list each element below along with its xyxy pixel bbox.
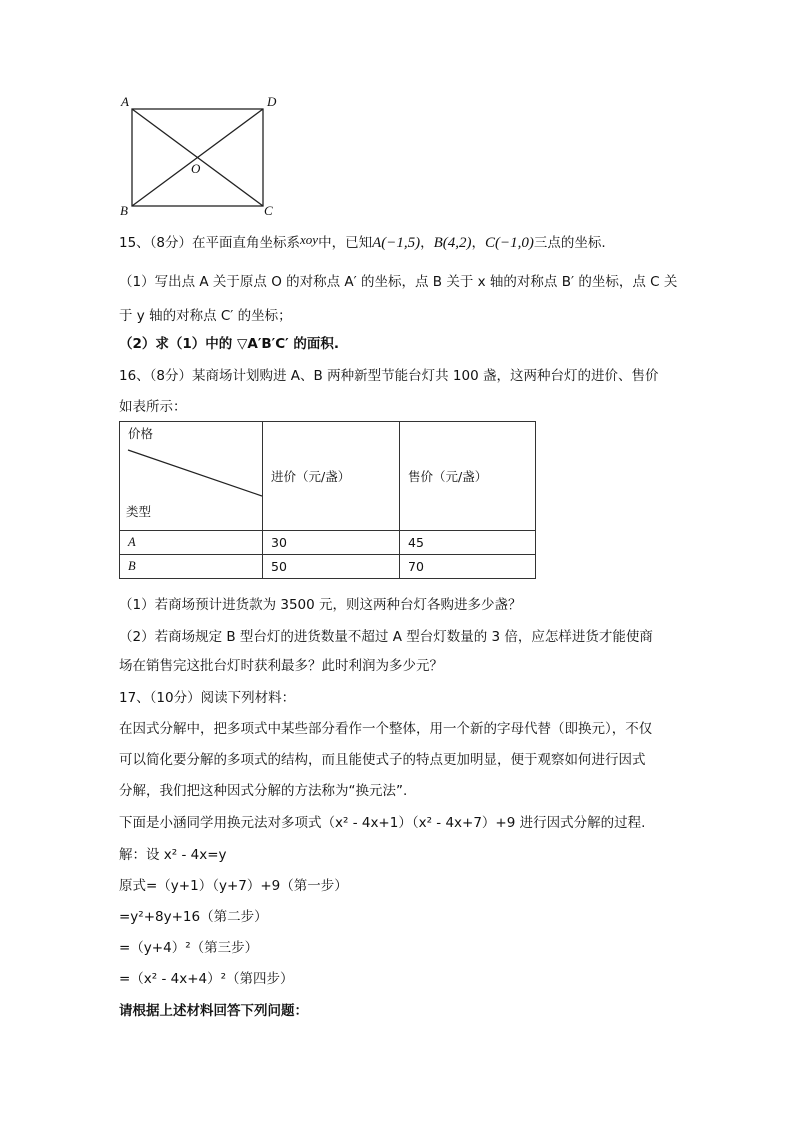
row-a-price: 45 bbox=[400, 531, 536, 555]
q15-text2: 中，已知 bbox=[318, 235, 373, 251]
table-header-row bbox=[120, 422, 536, 531]
header-cost bbox=[263, 422, 400, 531]
q17-para-line3: 分解，我们把这种因式分解的方法称为“换元法”. bbox=[119, 783, 408, 799]
q15-sep2: ， bbox=[471, 235, 486, 251]
corner-top-label: 价格 bbox=[128, 426, 154, 441]
q15-sep1: ， bbox=[420, 235, 434, 251]
label-O: O bbox=[191, 161, 201, 176]
q17-title: 17、（10分）阅读下列材料： bbox=[119, 690, 296, 706]
q15-text3: 三点的坐标. bbox=[533, 235, 606, 251]
corner-bottom-label: 类型 bbox=[126, 504, 152, 519]
price-table bbox=[119, 421, 536, 579]
q15-xoy: xoy bbox=[300, 232, 319, 247]
q15-text1: 在平面直角坐标系 bbox=[192, 235, 301, 251]
q17-step3: =（y+4）²（第三步） bbox=[119, 940, 259, 956]
q15-score: （8分） bbox=[149, 235, 193, 251]
row-b-type: B bbox=[120, 555, 263, 579]
q16-part1: （1）若商场预计进货款为 3500 元，则这两种台灯各购进多少盏？ bbox=[119, 597, 522, 613]
q15-part2: （2）求（1）中的 ▽A′B′C′ 的面积. bbox=[119, 336, 340, 352]
label-D: D bbox=[267, 94, 277, 109]
row-b-price: 70 bbox=[400, 555, 536, 579]
q15-pointC: C(−1,0) bbox=[485, 235, 534, 251]
q15-pointB: B(4,2) bbox=[433, 235, 472, 251]
header-price-label: 售价（元/盏） bbox=[408, 469, 488, 484]
table-row bbox=[120, 531, 536, 555]
label-B: B bbox=[120, 203, 128, 218]
q17-para-line1: 在因式分解中，把多项式中某些部分看作一个整体，用一个新的字母代替（即换元），不仅 bbox=[119, 721, 653, 737]
label-C: C bbox=[264, 203, 273, 218]
q15-part1-line2: 于 y 轴的对称点 C′ 的坐标； bbox=[119, 308, 292, 324]
q15-line bbox=[119, 231, 606, 252]
q16-line1: 16、（8分）某商场计划购进 A、B 两种新型节能台灯共 100 盏，这两种台灯的进价、售价 bbox=[119, 368, 659, 384]
q17-intro: 下面是小涵同学用换元法对多项式（x² - 4x+1）（x² - 4x+7）+9 进行因式分解的过程. bbox=[119, 815, 646, 831]
q17-ask: 请根据上述材料回答下列问题： bbox=[119, 1003, 308, 1019]
q17-step0: 解：设 x² - 4x=y bbox=[119, 847, 227, 863]
row-b-cost: 50 bbox=[263, 555, 400, 579]
q15-part1-line1: （1）写出点 A 关于原点 O 的对称点 A′ 的坐标，点 B 关于 x 轴的对称点 B′ 的坐标，点 C 关 bbox=[119, 274, 678, 290]
q16-part2-line1: （2）若商场规定 B 型台灯的进货数量不超过 A 型台灯数量的 3 倍，应怎样进货才能使商 bbox=[119, 629, 653, 645]
header-price bbox=[400, 422, 536, 531]
q17-para-line2: 可以简化要分解的多项式的结构，而且能使式子的特点更加明显，便于观察如何进行因式 bbox=[119, 752, 646, 768]
q16-line2: 如表所示： bbox=[119, 399, 187, 415]
table-corner-cell bbox=[120, 422, 263, 531]
label-A: A bbox=[121, 94, 129, 109]
header-cost-label: 进价（元/盏） bbox=[271, 469, 351, 484]
q15-number: 15、 bbox=[119, 235, 150, 251]
q17-step1: 原式=（y+1）（y+7）+9（第一步） bbox=[119, 878, 348, 894]
table-row bbox=[120, 555, 536, 579]
q17-step4: =（x² - 4x+4）²（第四步） bbox=[119, 971, 294, 987]
q15-pointA: A(−1,5) bbox=[372, 235, 421, 251]
row-a-cost: 30 bbox=[263, 531, 400, 555]
row-a-type: A bbox=[120, 531, 263, 555]
q17-step2: =y²+8y+16（第二步） bbox=[119, 909, 268, 925]
q16-part2-line2: 场在销售完这批台灯时获利最多？此时利润为多少元？ bbox=[119, 658, 443, 674]
